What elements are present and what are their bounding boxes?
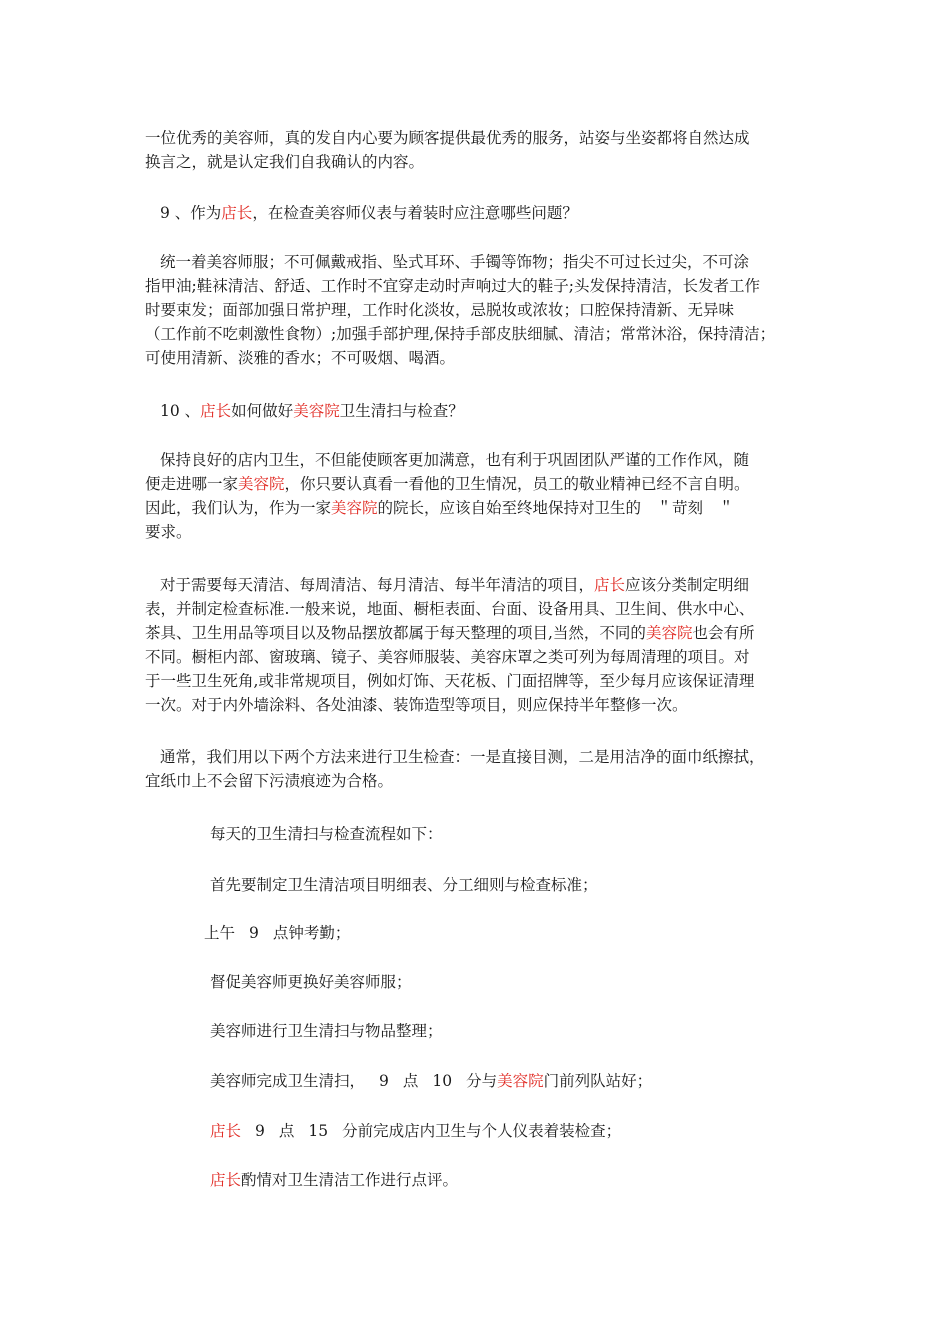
step-3-a: 上午 — [204, 924, 236, 942]
a10-p3-line-1: 通常，我们用以下两个方法来进行卫生检查：一是直接目测，二是用洁净的面巾纸擦拭， — [160, 748, 765, 766]
step-8 — [210, 1168, 458, 1192]
q10-middle: 如何做好 — [231, 402, 294, 420]
a10-p2-line-3-a: 茶具、卫生用品等项目以及物品摆放都属于每天整理的项目,当然，不同的 — [145, 624, 646, 642]
a10-p2-line-2: 表，并制定检查标准.一般来说，地面、橱柜表面、台面、设备用具、卫生间、供水中心、 — [145, 600, 755, 618]
q10-highlight-2: 美容院 — [293, 402, 340, 420]
a10-p3-line-2: 宜纸巾上不会留下污渍痕迹为合格。 — [145, 772, 394, 790]
step-7-hour: 9 — [255, 1122, 265, 1140]
a10-p2-line-1-a: 对于需要每天清洁、每周清洁、每月清洁、每半年清洁的项目， — [160, 576, 595, 594]
a9-line-2: 指甲油;鞋袜清洁、舒适、工作时不宜穿走动时声响过大的鞋子;头发保持清洁，长发者工作 — [145, 277, 760, 295]
a10-p2-line-3-highlight: 美容院 — [645, 624, 693, 642]
a9-line-3: 时要束发；面部加强日常护理，工作时化淡妆，忌脱妆或浓妆；口腔保持清新、无异味 — [145, 301, 735, 319]
a10-p2-line-3 — [145, 621, 815, 645]
a10-p2-line-1 — [145, 573, 815, 597]
step-5: 美容师进行卫生清扫与物品整理； — [210, 1022, 443, 1040]
q10-suffix: 卫生清扫与检查？ — [339, 402, 464, 420]
step-6-c: 门前列队站好； — [543, 1072, 653, 1090]
step-4: 督促美容师更换好美容师服； — [210, 973, 412, 991]
a10-p1-line-2-a: 便走进哪一家 — [145, 475, 239, 493]
q10-prefix: 10 、 — [160, 402, 201, 420]
a10-paragraph-2 — [145, 573, 815, 717]
answer-9 — [145, 250, 815, 370]
a10-p2-line-4: 不同。橱柜内部、窗玻璃、镜子、美容师服装、美容床罩之类可列为每周清理的项目。对 — [145, 648, 750, 666]
a10-p1-line-3 — [145, 496, 815, 520]
step-3 — [204, 921, 350, 945]
intro-paragraph — [145, 126, 815, 174]
a10-p2-line-5: 于一些卫生死角,或非常规项目，例如灯饰、天花板、门面招牌等，至少每月应该保证清理 — [145, 672, 755, 690]
a10-p1-line-2-b: ，你只要认真看一看他的卫生情况，员工的敬业精神已经不言自明。 — [284, 475, 750, 493]
a10-p1-line-2 — [145, 472, 815, 496]
q9-highlight: 店长 — [221, 204, 253, 222]
step-8-b: 酌情对卫生清洁工作进行点评。 — [241, 1171, 459, 1189]
q9-prefix: 9 、作为 — [160, 204, 222, 222]
step-6-highlight: 美容院 — [497, 1072, 544, 1090]
a9-line-1: 统一着美容师服；不可佩戴戒指、坠式耳环、手镯等饰物；指尖不可过长过尖，不可涂 — [160, 253, 750, 271]
a10-p1-line-2-highlight: 美容院 — [238, 475, 285, 493]
q9-suffix: ，在检查美容师仪表与着装时应注意哪些问题？ — [252, 204, 578, 222]
intro-line-1: 一位优秀的美容师，真的发自内心要为顾客提供最优秀的服务，站姿与坐姿都将自然达成 — [145, 129, 750, 147]
a9-line-5: 可使用清新、淡雅的香水；不可吸烟、喝酒。 — [145, 349, 456, 367]
a10-p2-line-3-b: 也会有所 — [692, 624, 755, 642]
a10-p2-line-6: 一次。对于内外墙涂料、各处油漆、装饰造型等项目，则应保持半年整修一次。 — [145, 696, 688, 714]
a10-p1-line-4: 要求。 — [145, 523, 192, 541]
a10-p1-line-1: 保持良好的店内卫生，不但能使顾客更加满意，也有利于巩固团队严谨的工作作风，随 — [160, 451, 750, 469]
step-7-minute: 15 — [308, 1122, 329, 1140]
a10-p2-line-1-highlight: 店长 — [594, 576, 626, 594]
step-6 — [210, 1069, 652, 1093]
q10-highlight-1: 店长 — [200, 402, 232, 420]
step-6-hour: 9 — [379, 1072, 389, 1090]
a10-paragraph-3 — [145, 745, 815, 793]
step-6-dian: 点 — [402, 1072, 419, 1090]
question-10 — [160, 399, 830, 423]
step-6-minute: 10 — [432, 1072, 453, 1090]
a9-line-4: （工作前不吃刺激性食物）;加强手部护理,保持手部皮肤细腻、清洁；常常沐浴，保持清洁； — [145, 325, 776, 343]
step-2: 首先要制定卫生清洁项目明细表、分工细则与检查标准； — [210, 876, 598, 894]
a10-p1-line-3-highlight: 美容院 — [331, 499, 378, 517]
step-7-highlight: 店长 — [210, 1122, 242, 1140]
a10-paragraph-1 — [145, 448, 815, 544]
step-7 — [210, 1119, 621, 1143]
step-3-b: 点钟考勤； — [272, 924, 351, 942]
a10-p2-line-1-b: 应该分类制定明细 — [625, 576, 750, 594]
step-1: 每天的卫生清扫与检查流程如下： — [210, 825, 443, 843]
step-6-b: 分与 — [466, 1072, 498, 1090]
step-6-a: 美容师完成卫生清扫， — [210, 1072, 366, 1090]
step-7-b: 分前完成店内卫生与个人仪表着装检查； — [342, 1122, 622, 1140]
step-3-hour: 9 — [249, 924, 259, 942]
intro-line-2: 换言之，就是认定我们自我确认的内容。 — [145, 153, 425, 171]
a10-p1-line-3-a: 因此，我们认为，作为一家 — [145, 499, 332, 517]
question-9 — [160, 201, 830, 225]
a10-p1-line-3-b: 的院长，应该自始至终地保持对卫生的 ＂苛刻 ＂ — [377, 499, 735, 517]
step-8-highlight: 店长 — [210, 1171, 242, 1189]
step-7-dian: 点 — [278, 1122, 295, 1140]
